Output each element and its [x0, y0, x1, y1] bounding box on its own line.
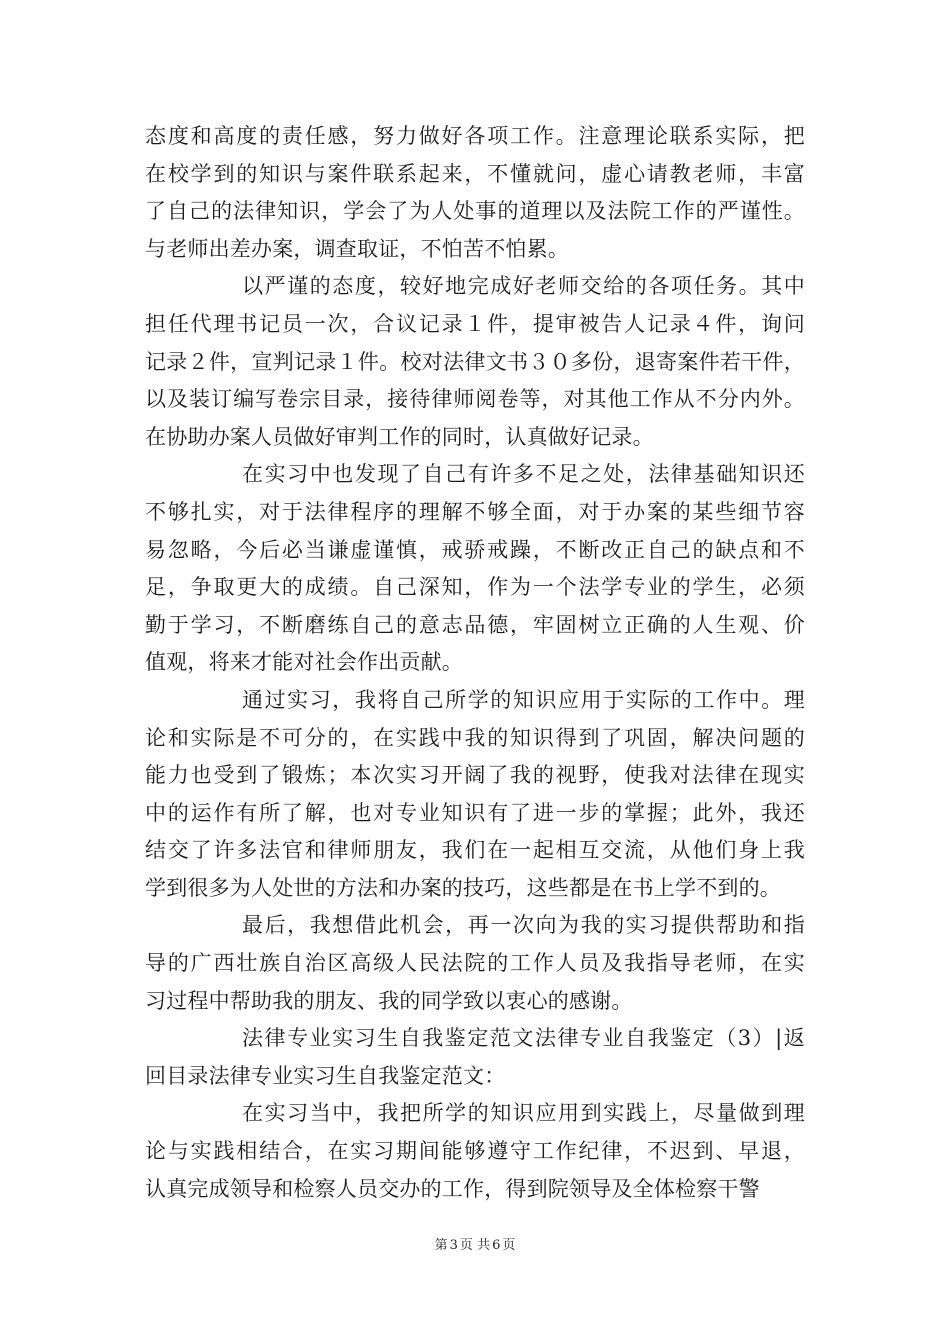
text-line: 结交了许多法官和律师朋友，我们在一起相互交流，从他们身上我: [145, 838, 805, 863]
paragraph: [145, 907, 805, 1020]
paragraph: [145, 456, 805, 682]
text-line: 论和实际是不可分的，在实践中我的知识得到了巩固，解决问题的: [145, 725, 805, 750]
footer-total-pages: 6: [492, 1238, 501, 1253]
text-line: 最后，我想借此机会，再一次向为我的实习提供帮助和指: [242, 913, 805, 938]
text-line: 认真完成领导和检察人员交办的工作，得到院领导及全体检察干警: [145, 1176, 760, 1201]
text-line: 习过程中帮助我的朋友、我的同学致以衷心的感谢。: [145, 988, 633, 1013]
text-line: 中的运作有所了解，也对专业知识有了进一步的掌握；此外，我还: [145, 800, 805, 825]
paragraph: [145, 1020, 805, 1095]
text-line: 足，争取更大的成绩。自己深知，作为一个法学专业的学生，必须: [145, 575, 805, 600]
text-line: 态度和高度的责任感，努力做好各项工作。注意理论联系实际，把: [145, 124, 805, 148]
text-line: 值观，将来才能对社会作出贡献。: [145, 650, 463, 675]
footer-current-page: 3: [449, 1238, 458, 1253]
text-line: 法律专业实习生自我鉴定范文法律专业自我鉴定（3）|返: [242, 1026, 805, 1051]
text-line: 不够扎实，对于法律程序的理解不够全面，对于办案的某些细节容: [145, 499, 805, 524]
footer-middle: 页 共: [459, 1238, 491, 1253]
text-line: 勤于学习，不断磨练自己的意志品德，牢固树立正确的人生观、价: [145, 612, 805, 637]
text-line: 回目录法律专业实习生自我鉴定范文：: [145, 1063, 506, 1088]
text-line: 论与实践相结合，在实习期间能够遵守工作纪律，不迟到、早退，: [145, 1139, 805, 1164]
text-line: 能力也受到了锻炼；本次实习开阔了我的视野，使我对法律在现实: [145, 763, 805, 788]
text-line: 学到很多为人处世的方法和办案的技巧，这些都是在书上学不到的。: [145, 875, 781, 900]
text-line: 以及装订编写卷宗目录，接待律师阅卷等，对其他工作从不分内外。: [145, 387, 805, 412]
text-line: 在校学到的知识与案件联系起来，不懂就问，虚心请教老师，丰富: [145, 161, 805, 186]
text-line: 了自己的法律知识，学会了为人处事的道理以及法院工作的严谨性。: [145, 199, 805, 224]
text-line: 以严谨的态度，较好地完成好老师交给的各项任务。其中: [242, 274, 805, 299]
text-line: 在协助办案人员做好审判工作的同时，认真做好记录。: [145, 424, 654, 449]
text-line: 通过实习，我将自己所学的知识应用于实际的工作中。理: [242, 687, 805, 712]
footer-prefix: 第: [434, 1238, 448, 1253]
page-footer: [0, 1234, 950, 1253]
paragraph: [145, 682, 805, 908]
paragraph: [145, 118, 805, 268]
text-line: 与老师出差办案，调查取证，不怕苦不怕累。: [145, 236, 569, 261]
text-line: 记录２件，宣判记录１件。校对法律文书３０多份，退寄案件若干件，: [145, 349, 805, 374]
footer-suffix: 页: [502, 1238, 516, 1253]
text-line: 担任代理书记员一次，合议记录１件，提审被告人记录４件，询问: [145, 311, 805, 336]
text-line: 在实习中也发现了自己有许多不足之处，法律基础知识还: [242, 462, 805, 487]
text-line: 易忽略，今后必当谦虚谨慎，戒骄戒躁，不断改正自己的缺点和不: [145, 537, 805, 562]
document-body: [145, 118, 805, 1208]
paragraph: [145, 268, 805, 456]
text-line: 导的广西壮族自治区高级人民法院的工作人员及我指导老师，在实: [145, 951, 805, 976]
paragraph: [145, 1095, 805, 1208]
text-line: 在实习当中，我把所学的知识应用到实践上，尽量做到理: [242, 1101, 805, 1126]
